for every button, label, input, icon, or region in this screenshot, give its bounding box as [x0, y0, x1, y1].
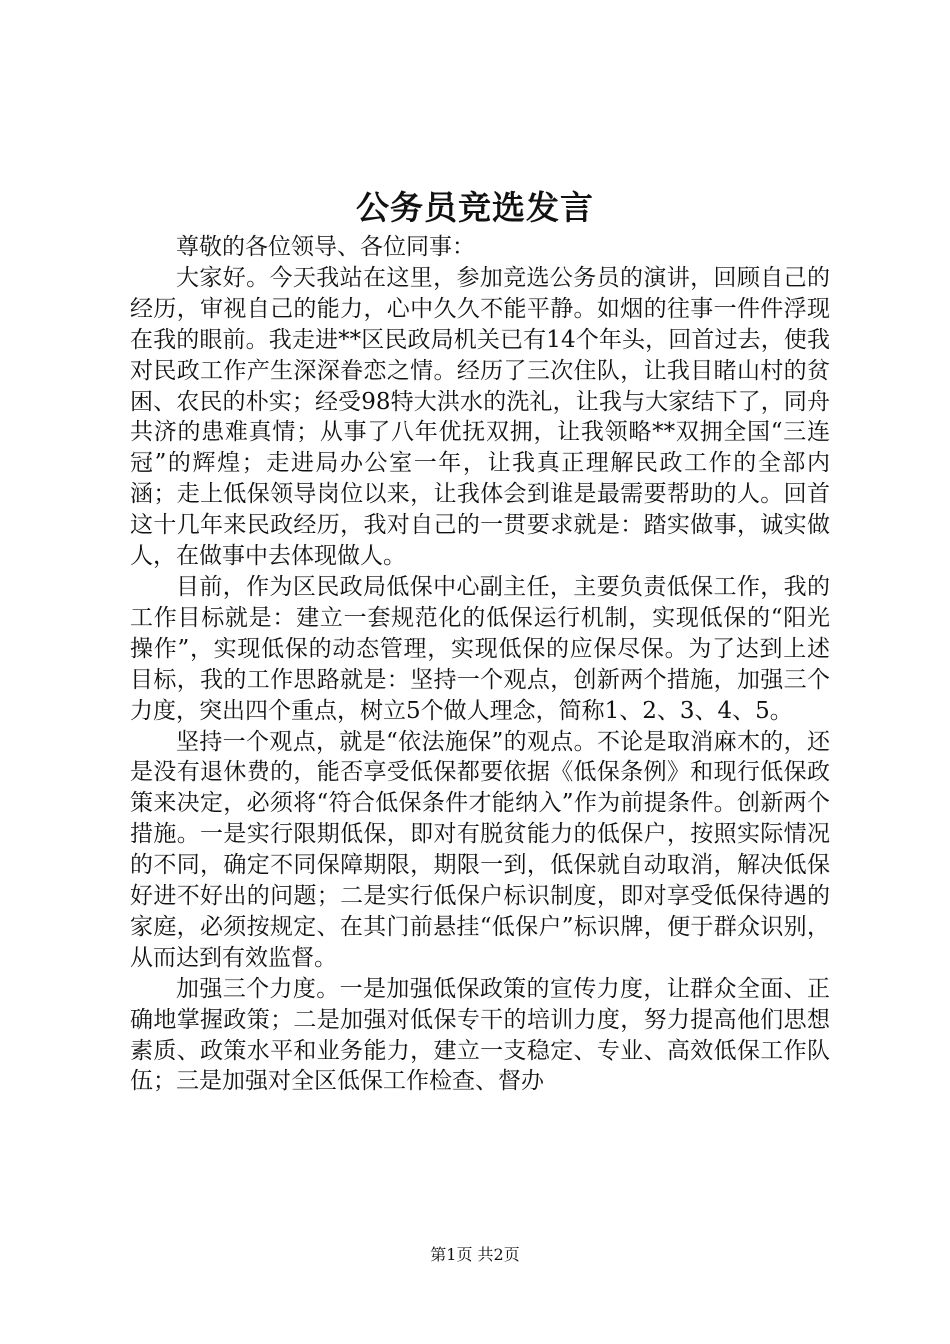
work-goal-paragraph: 目前，作为区民政局低保中心副主任，主要负责低保工作，我的工作目标就是：建立一套规范化的低保运行机制，实现低保的“阳光操作”，实现低保的动态管理，实现低保的应保尽保。为了达到上述目标，我的工作思路就是：坚持一个观点，创新两个措施，加强三个力度，突出四个重点，树立5个做人理念，简称1、2、3、4、5。 [130, 573, 830, 724]
document-body [130, 232, 830, 1097]
three-efforts-paragraph: 加强三个力度。一是加强低保政策的宣传力度，让群众全面、正确地掌握政策；二是加强对低保专干的培训力度，努力提高他们思想素质、政策水平和业务能力，建立一支稳定、专业、高效低保工作队伍；三是加强对全区低保工作检查、督办 [130, 975, 830, 1095]
document-title: 公务员竞选发言 [356, 188, 594, 227]
one-viewpoint-paragraph: 坚持一个观点，就是“依法施保”的观点。不论是取消麻木的，还是没有退休费的，能否享受低保都要依据《低保条例》和现行低保政策来决定，必须将“符合低保条件才能纳入”作为前提条件。创新两个措施。一是实行限期低保，即对有脱贫能力的低保户，按照实际情况的不同，确定不同保障期限，期限一到，低保就自动取消，解决低保好进不好出的问题；二是实行低保户标识制度，即对享受低保待遇的家庭，必须按规定、在其门前悬挂“低保户”标识牌，便于群众识别，从而达到有效监督。 [130, 728, 830, 971]
intro-paragraph: 大家好。今天我站在这里，参加竞选公务员的演讲，回顾自己的经历，审视自己的能力，心中久久不能平静。如烟的往事一件件浮现在我的眼前。我走进**区民政局机关已有14个年头，回首过去，使我对民政工作产生深深眷恋之情。经历了三次住队，让我目睹山村的贫困、农民的朴实；经受98特大洪水的洗礼，让我与大家结下了，同舟共济的患难真情；从事了八年优抚双拥，让我领略**双拥全国“三连冠”的辉煌；走进局办公室一年，让我真正理解民政工作的全部内涵；走上低保领导岗位以来，让我体会到谁是最需要帮助的人。回首这十几年来民政经历，我对自己的一贯要求就是：踏实做事，诚实做人，在做事中去体现做人。 [130, 264, 830, 570]
salutation-paragraph: 尊敬的各位领导、各位同事： [176, 234, 475, 260]
page-number-footer: 第1页 共2页 [430, 1245, 520, 1264]
